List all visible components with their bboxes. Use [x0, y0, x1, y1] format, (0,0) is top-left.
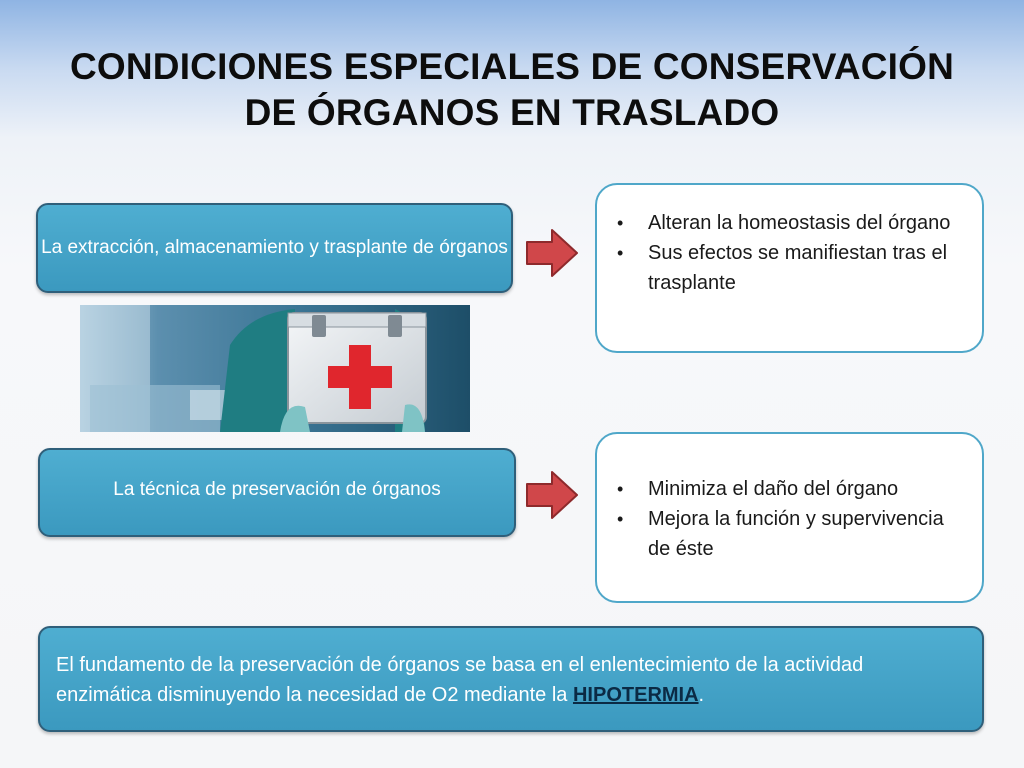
preservation-technique-box-text: La técnica de preservación de órganos [113, 478, 441, 500]
list-item [613, 238, 962, 298]
list-item [613, 474, 962, 504]
foundation-note-text: El fundamento de la preservación de órganos se basa en el enlentecimiento de la actividad enzimática disminuyendo la necesidad de O2 mediante la [56, 654, 864, 706]
list-item-text: Alteran la homeostasis del órgano [648, 212, 951, 234]
list-item [613, 208, 962, 238]
list-item-text: Mejora la función y supervivencia de éste [648, 508, 944, 560]
bullet-icon: • [617, 243, 624, 263]
organ-transport-cooler-photo [80, 305, 470, 432]
right-arrow-icon [525, 227, 579, 279]
benefits-card [595, 432, 984, 603]
bullet-icon: • [617, 509, 624, 529]
effects-card [595, 183, 984, 353]
list-item-text: Minimiza el daño del órgano [648, 478, 899, 500]
list-item [613, 504, 962, 564]
hypothermia-highlight: HIPOTERMIA [572, 684, 699, 706]
benefits-list [613, 474, 962, 564]
bullet-icon: • [617, 213, 624, 233]
extraction-box [36, 203, 513, 293]
preservation-technique-box [38, 448, 516, 537]
right-arrow-icon [525, 469, 579, 521]
slide-title [40, 44, 984, 136]
effects-list [613, 208, 962, 298]
slide-title-line-1: CONDICIONES ESPECIALES DE CONSERVACIÓN [69, 46, 955, 87]
foundation-note-box [38, 626, 984, 732]
extraction-box-text: La extracción, almacenamiento y trasplante de órganos [41, 237, 508, 258]
list-item-text: Sus efectos se manifiestan tras el trasplante [648, 242, 948, 294]
foundation-note-end: . [698, 684, 705, 706]
slide-title-line-2: DE ÓRGANOS EN TRASLADO [244, 92, 780, 133]
bullet-icon: • [617, 479, 624, 499]
